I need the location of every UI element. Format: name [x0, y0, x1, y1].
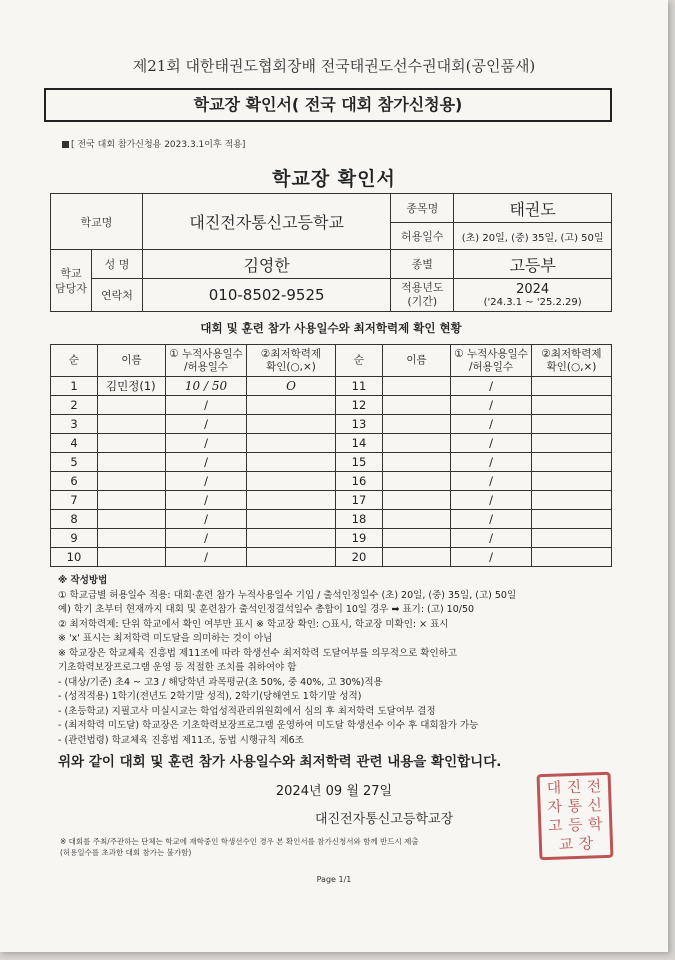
cell-academic — [532, 548, 612, 567]
cell-academic — [247, 453, 336, 472]
cell-academic — [532, 472, 612, 491]
cell-no: 5 — [51, 453, 98, 472]
cell-academic — [247, 434, 336, 453]
event-value: 태권도 — [454, 194, 612, 223]
note-line: 기초학력보장프로그램 운영 등 적절한 조치를 취하여야 함 — [58, 662, 297, 673]
square-bullet-icon — [62, 141, 69, 148]
cell-name — [98, 529, 166, 548]
cell-days: / — [451, 548, 532, 567]
records-table — [50, 344, 612, 567]
cell-days: / — [166, 472, 247, 491]
confirm-title: 학교장 확인서 — [272, 168, 396, 190]
cell-academic — [532, 453, 612, 472]
cell-no: 13 — [336, 415, 383, 434]
cell-academic — [247, 529, 336, 548]
col-days: ① 누적사용일수 /허용일수 — [166, 345, 247, 377]
cell-no: 7 — [51, 491, 98, 510]
school-info-table — [50, 193, 612, 312]
cell-days: / — [166, 396, 247, 415]
cell-academic — [532, 415, 612, 434]
cell-academic — [247, 510, 336, 529]
cell-no: 14 — [336, 434, 383, 453]
note-line: ② 최저학력제: 단위 학교에서 확인 여부만 표시 ※ 학교장 확인: ○표시, 학교장 미확인: × 표시 — [58, 618, 449, 630]
cell-no: 19 — [336, 529, 383, 548]
manager-label: 학교 담당자 — [51, 250, 92, 312]
col-no: 순 — [51, 345, 98, 377]
name-label: 성 명 — [92, 250, 143, 279]
cell-academic — [532, 396, 612, 415]
note-line: - (성적적용) 1학기(전년도 2학기말 성적), 2학기(당해연도 1학기말 성적) — [58, 691, 362, 702]
allowed-days-value: (초) 20일, (중) 35일, (고) 50일 — [454, 223, 612, 250]
cell-days: / — [451, 472, 532, 491]
cell-name — [98, 396, 166, 415]
note-line: - (관련법령) 학교체육 진흥법 제11조, 동법 시행규칙 제6조 — [58, 734, 304, 746]
cell-no: 8 — [51, 510, 98, 529]
cell-no: 1 — [51, 377, 98, 396]
col-academic: ②최저학력제 확인(○,×) — [247, 345, 336, 377]
cell-no: 10 — [51, 548, 98, 567]
cell-academic — [247, 396, 336, 415]
cell-no: 15 — [336, 453, 383, 472]
allowed-days-label: 허용일수 — [391, 223, 454, 250]
cell-days: / — [166, 434, 247, 453]
category-label: 종별 — [391, 250, 454, 279]
cell-days: / — [451, 415, 532, 434]
cell-no: 12 — [336, 396, 383, 415]
cell-name — [383, 548, 451, 567]
cell-name — [98, 453, 166, 472]
cell-academic — [247, 548, 336, 567]
cell-name — [383, 529, 451, 548]
note-line: ① 학교급별 허용일수 적용: 대회·훈련 참가 누적사용일수 기입 / 출석인정일수 (초) 20일, (중) 35일, (고) 50일 — [58, 589, 517, 601]
cell-name — [383, 453, 451, 472]
cell-academic — [532, 434, 612, 453]
cell-no: 6 — [51, 472, 98, 491]
table-row — [51, 472, 612, 491]
note-line: 예) 학기 초부터 현재까지 대회 및 훈련참가 출석인정결석일수 총합이 10일 경우 ➡ 표기: (고) 10/50 — [58, 604, 475, 615]
col-days-2: ① 누적사용일수 /허용일수 — [451, 345, 532, 377]
writing-instructions — [58, 574, 618, 748]
cell-name — [383, 396, 451, 415]
cell-name — [383, 472, 451, 491]
col-name: 이름 — [98, 345, 166, 377]
table-row — [51, 434, 612, 453]
period-year: 2024 — [516, 282, 550, 297]
cell-no: 2 — [51, 396, 98, 415]
period-value — [454, 279, 612, 312]
cell-no: 17 — [336, 491, 383, 510]
cell-no: 9 — [51, 529, 98, 548]
cell-no: 20 — [336, 548, 383, 567]
cell-name: 김민정(1) — [98, 377, 166, 396]
note-line: - (대상/기준) 초4 ~ 고3 / 해당학년 과목평균(초 50%, 중 40%, 고 30%)적용 — [58, 676, 383, 688]
cell-days: / — [451, 510, 532, 529]
confirm-date: 2024년 09 월 27일 — [275, 784, 393, 799]
cell-academic — [532, 377, 612, 396]
cell-name — [98, 434, 166, 453]
cell-name — [383, 491, 451, 510]
footer-note: ※ 대회를 주최/주관하는 단체는 학교에 재학중인 학생선수인 경우 본 확인서를 참가신청서와 함께 반드시 제출 (허용일수를 초과한 대회 참가는 불가함) — [60, 837, 419, 857]
cell-academic — [532, 529, 612, 548]
cell-days: / — [451, 396, 532, 415]
note-line: ※ 학교장은 학교체육 진흥법 제11조에 따라 학생선수 최저학력 도달여부를 의무적으로 확인하고 — [58, 647, 457, 659]
cell-days: / — [451, 453, 532, 472]
name-value: 김영한 — [143, 250, 391, 279]
cell-academic — [247, 472, 336, 491]
category-value: 고등부 — [454, 250, 612, 279]
col-name-2: 이름 — [383, 345, 451, 377]
cell-days: / — [451, 377, 532, 396]
cell-academic — [247, 415, 336, 434]
table-row — [51, 415, 612, 434]
apply-note — [62, 137, 245, 150]
table-row — [51, 548, 612, 567]
apply-note-text: [ 전국 대회 참가신청용 2023.3.1이후 적용] — [71, 140, 246, 150]
cell-name — [98, 548, 166, 567]
cell-name — [383, 377, 451, 396]
cell-name — [98, 472, 166, 491]
contact-value: 010-8502-9525 — [143, 279, 391, 312]
school-name: 대진전자통신고등학교 — [143, 194, 391, 250]
col-academic-2: ②최저학력제 확인(○,×) — [532, 345, 612, 377]
note-line: ※ 작성방법 — [58, 575, 108, 586]
table-row — [51, 529, 612, 548]
cell-days: / — [166, 510, 247, 529]
cell-days: / — [451, 529, 532, 548]
cell-days: / — [166, 529, 247, 548]
page-number: Page 1/1 — [316, 875, 352, 884]
cell-name — [383, 434, 451, 453]
cell-no: 18 — [336, 510, 383, 529]
table-row — [51, 377, 612, 396]
cell-days: / — [451, 491, 532, 510]
col-no-2: 순 — [336, 345, 383, 377]
cell-no: 16 — [336, 472, 383, 491]
contact-label: 연락처 — [92, 279, 143, 312]
cell-days: 10 / 50 — [166, 377, 247, 396]
signer-name: 대진전자통신고등학교장 — [315, 812, 454, 827]
cell-days: / — [166, 491, 247, 510]
note-line: - (초등학교) 지필고사 미실시교는 학업성적관리위원회에서 심의 후 최저학력 도달여부 결정 — [58, 705, 436, 717]
event-label: 종목명 — [391, 194, 454, 223]
table-row — [51, 491, 612, 510]
table-row — [51, 396, 612, 415]
cell-academic — [532, 491, 612, 510]
note-line: ※ 'x' 표시는 최저학력 미도달을 의미하는 것이 아님 — [58, 633, 273, 644]
period-label: 적용년도 (기간) — [391, 279, 454, 312]
note-line: - (최저학력 미도달) 학교장은 기초학력보장프로그램 운영하여 미도달 학생선수 이수 후 대회참가 가능 — [58, 720, 479, 731]
cell-days: / — [451, 434, 532, 453]
school-label: 학교명 — [51, 194, 143, 250]
cell-academic — [247, 491, 336, 510]
cell-name — [98, 510, 166, 529]
cell-academic — [532, 510, 612, 529]
form-header: 학교장 확인서( 전국 대회 참가신청용) — [44, 88, 612, 122]
cell-name — [383, 510, 451, 529]
cell-days: / — [166, 548, 247, 567]
event-title: 제21회 대한태권도협회장배 전국태권도선수권대회(공인품새) — [132, 57, 536, 75]
section-title: 대회 및 훈련 참가 사용일수와 최저학력제 확인 현황 — [200, 321, 462, 335]
confirm-statement: 위와 같이 대회 및 훈련 참가 사용일수와 최저학력 관련 내용을 확인합니다. — [58, 754, 502, 770]
table-row — [51, 510, 612, 529]
cell-no: 11 — [336, 377, 383, 396]
cell-no: 3 — [51, 415, 98, 434]
cell-days: / — [166, 415, 247, 434]
cell-no: 4 — [51, 434, 98, 453]
cell-name — [383, 415, 451, 434]
table-row — [51, 453, 612, 472]
cell-name — [98, 415, 166, 434]
cell-name — [98, 491, 166, 510]
cell-days: / — [166, 453, 247, 472]
cell-academic: O — [247, 377, 336, 396]
period-range: ('24.3.1 ~ '25.2.29) — [483, 297, 582, 308]
school-seal-stamp: 대 진 전 자 통 신 고 등 학 교 장 — [537, 772, 614, 861]
